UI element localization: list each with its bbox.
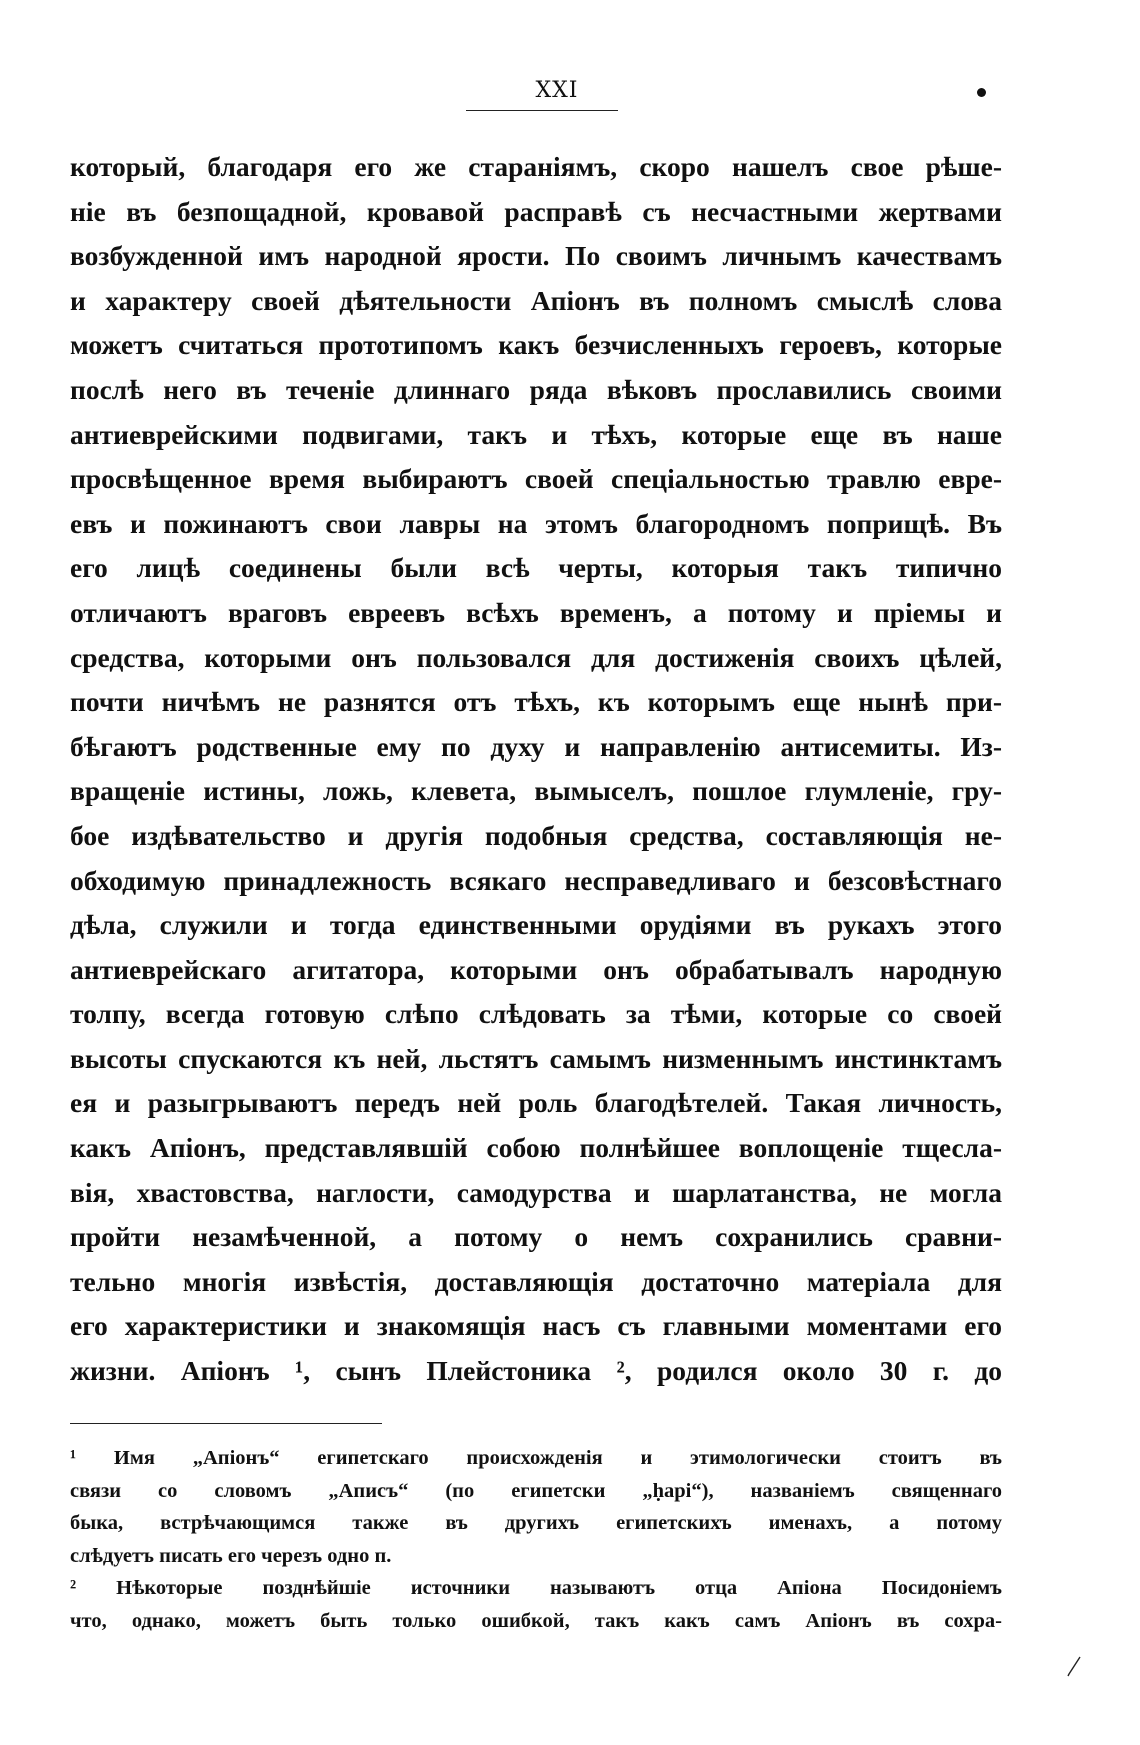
text-line: антиеврейскаго агитатора, которыми онъ обрабатывалъ народную: [70, 953, 1002, 985]
text-line: пройти незамѣченной, а потому о немъ сохранились сравни-: [70, 1221, 1002, 1253]
footnote-rule: [70, 1423, 382, 1424]
text-line: обходимую принадлежность всякаго несправедливаго и безсовѣстнаго: [70, 864, 1002, 896]
text-line: дѣла, служили и тогда единственными орудіями въ рукахъ этого: [70, 909, 1002, 941]
text-line: тельно многія извѣстія, доставляющія достаточно матеріала для: [70, 1265, 1002, 1297]
text-line: средства, которыми онъ пользовался для достиженія своихъ цѣлей,: [70, 641, 1002, 673]
text-line: какъ Апіонъ, представлявшій собою полнѣйшее воплощеніе тщесла-: [70, 1132, 1002, 1164]
footnote-line: связи со словомъ „Аписъ“ (по египетски „ḥapi“), названіемъ священнаго: [70, 1479, 1002, 1502]
text-line: почти ничѣмъ не разнятся отъ тѣхъ, къ которымъ еще нынѣ при-: [70, 686, 1002, 718]
text-line: ея и разыгрываютъ передъ ней роль благодѣтелей. Такая личность,: [70, 1087, 1002, 1119]
text-line: просвѣщенное время выбираютъ своей спеціальностью травлю евре-: [70, 463, 1002, 495]
text-line: бѣгаютъ родственные ему по духу и направленію антисемиты. Из-: [70, 730, 1002, 762]
text-line: можетъ считаться прототипомъ какъ безчисленныхъ героевъ, которые: [70, 329, 1002, 361]
text-line: толпу, всегда готовую слѣпо слѣдовать за тѣми, которые со своей: [70, 998, 1002, 1030]
body-text: [70, 145, 1002, 1394]
text-line: его характеристики и знакомящія насъ съ главными моментами его: [70, 1310, 1002, 1342]
text-line: вращеніе истины, ложь, клевета, вымыселъ, пошлое глумленіе, гру-: [70, 775, 1002, 807]
text-line: антиеврейскими подвигами, такъ и тѣхъ, которые еще въ наше: [70, 418, 1002, 450]
footnote-line: ² Нѣкоторые позднѣйшіе источники называютъ отца Апіона Посидоніемъ: [70, 1577, 1002, 1599]
text-line: высоты спускаются къ ней, льстятъ самымъ низменнымъ инстинктамъ: [70, 1042, 1002, 1074]
footnote-line: ¹ Имя „Апіонъ“ египетскаго происхожденія и этимологически стоитъ въ: [70, 1447, 1002, 1469]
text-line: возбужденной имъ народной ярости. По своимъ личнымъ качествамъ: [70, 240, 1002, 272]
footnote-line: быка, встрѣчающимся также въ другихъ египетскихъ именахъ, а потому: [70, 1512, 1002, 1534]
ink-dot: [977, 88, 986, 97]
footnotes: [70, 1442, 1002, 1637]
pen-mark-icon: [1066, 1655, 1082, 1677]
text-line: вія, хвастовства, наглости, самодурства и шарлатанства, не могла: [70, 1176, 1002, 1208]
footnote-line: что, однако, можетъ быть только ошибкой, такъ какъ самъ Апіонъ въ сохра-: [70, 1609, 1002, 1632]
text-line: жизни. Апіонъ ¹, сынъ Плейстоника ², родился около 30 г. до: [70, 1355, 1002, 1387]
text-line: его лицѣ соединены были всѣ черты, которыя такъ типично: [70, 552, 1002, 584]
text-line: бое издѣвательство и другія подобныя средства, составляющія не-: [70, 819, 1002, 851]
text-line: который, благодаря его же стараніямъ, скоро нашелъ свое рѣше-: [70, 151, 1002, 182]
text-line: ніе въ безпощадной, кровавой расправѣ съ несчастными жертвами: [70, 195, 1002, 227]
page-number: XXI: [535, 78, 579, 103]
text-line: евъ и пожинаютъ свои лавры на этомъ благородномъ поприщѣ. Въ: [70, 507, 1002, 539]
text-line: отличаютъ враговъ евреевъ всѣхъ временъ, а потому и пріемы и: [70, 596, 1002, 628]
header-rule: [466, 110, 618, 111]
footnote-line: слѣдуетъ писать его черезъ одно п.: [70, 1544, 392, 1567]
page-header: [0, 78, 1140, 118]
text-line: послѣ него въ теченіе длиннаго ряда вѣковъ прославились своими: [70, 373, 1002, 405]
text-line: и характеру своей дѣятельности Апіонъ въ полномъ смыслѣ слова: [70, 284, 1002, 316]
